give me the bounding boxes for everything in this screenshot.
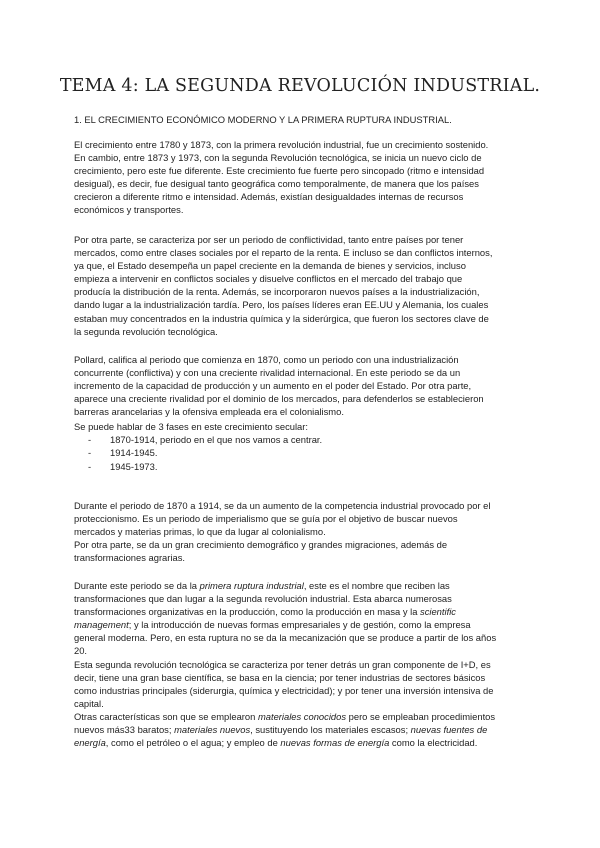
paragraph-rupture (74, 579, 536, 749)
text-line (74, 710, 536, 723)
text-line: general moderna. Pero, en esta ruptura no se da la mecanización que se produce a partir de los años (74, 632, 497, 644)
text-line: económicos y transportes. (74, 204, 184, 216)
text-line: Se puede hablar de 3 fases en este crecimiento secular: (74, 421, 308, 432)
text-line: empieza a intervenir en conflictos sociales y disuelve conflictos en el mercado del trabajo que (74, 273, 463, 285)
phases-intro (74, 420, 536, 433)
text-line: producía la distribución de la renta. Además, se incorporaron nuevos países a la industrialización, (74, 286, 480, 298)
text-line: dando lugar a la industrialización tardía. Pero, los países líderes eran EE.UU y Alemania, los cuales (74, 299, 489, 311)
list-item (74, 460, 536, 473)
text-line (74, 736, 536, 749)
emphasis-text: nuevas fuentes de (410, 724, 488, 736)
document-title: TEMA 4: LA SEGUNDA REVOLUCIÓN INDUSTRIAL. (59, 76, 541, 96)
paragraph-growth (74, 138, 536, 217)
paragraph-1870-1914 (74, 499, 536, 564)
bullet-dash: - (88, 434, 92, 445)
text-run: , como el petróleo o el agua; y empleo de (105, 737, 281, 749)
text-line: concurrente (conflictiva) y con una creciente rivalidad internacional. En este periodo se da un (74, 367, 461, 379)
list-item-text: 1870-1914, periodo en el que nos vamos a centrar. (110, 434, 323, 445)
bullet-dash: - (88, 447, 92, 459)
emphasis-text: nuevas formas de energía (280, 737, 390, 749)
paragraph-pollard (74, 353, 536, 418)
text-line: barreras arancelarias y la ofensiva empleada era el colonialismo. (74, 406, 344, 418)
text-line: transformaciones agrarias. (74, 552, 185, 564)
text-run: Otras características son que se emplearon (74, 710, 258, 722)
text-line: El crecimiento entre 1780 y 1873, con la primera revolución industrial, fue un crecimiento sostenido. (74, 139, 489, 150)
text-line (74, 579, 536, 592)
text-line: En cambio, entre 1873 y 1973, con la segunda Revolución tecnológica, se inicia un nuevo ciclo de (74, 152, 482, 164)
text-line: Pollard, califica al periodo que comienza en 1870, como un periodo con una industrialización (74, 354, 459, 365)
list-item-text: 1914-1945. (110, 447, 158, 459)
text-line: decir, tiene una gran base científica, se basa en la ciencia; por tener industrias de sectores básicos (74, 671, 486, 683)
text-line: aparece una creciente rivalidad por el dominio de los mercados, para defenderlos se establecieron (74, 393, 484, 405)
list-item (74, 433, 536, 446)
text-line: desigual), es decir, fue desigual tanto geográfica como temporalmente, de manera que los países (74, 178, 479, 190)
emphasis-text: materiales nuevos (174, 724, 251, 736)
text-line: proteccionismo. Es un periodo de imperialismo que se guía por el objetivo de buscar nuevos (74, 513, 458, 525)
text-run: como la electricidad. (389, 737, 478, 749)
text-run: ; y la introducción de nuevas formas empresariales y de gestión, como la empresa (128, 619, 471, 631)
paragraph-conflict (74, 233, 536, 338)
text-line: estaban muy concentrados en la industria química y la siderúrgica, que fueron los sectores clave de (74, 312, 489, 324)
text-run: transformaciones organizativas en la producción, como la producción en masa y la (74, 606, 421, 618)
section-heading: 1. EL CRECIMIENTO ECONÓMICO MODERNO Y LA PRIMERA RUPTURA INDUSTRIAL. (74, 114, 452, 125)
list-item-text: 1945-1973. (110, 460, 158, 472)
text-line: mercados y materias primas, lo que da lugar al colonialismo. (74, 526, 326, 538)
text-line: Durante el periodo de 1870 a 1914, se da un aumento de la competencia industrial provocado por el (74, 500, 491, 511)
emphasis-text: management (74, 619, 129, 631)
text-line: crecimiento, pero este fue diferente. Este crecimiento fue fuerte pero sincopado (ritmo e intensidad (74, 165, 485, 177)
emphasis-text: scientific (420, 606, 456, 618)
emphasis-text: materiales conocidos (257, 710, 347, 722)
text-line: Por otra parte, se caracteriza por ser un periodo de conflictividad, tanto entre países por tener (74, 234, 464, 245)
phases-list (74, 433, 536, 473)
text-run: , sustituyendo los materiales escasos; (250, 724, 411, 736)
text-line: transformaciones que dan lugar a la segunda revolución industrial. Esta abarca numerosas (74, 593, 452, 605)
text-run: Durante este periodo se da la (74, 580, 200, 591)
text-line: Por otra parte, se da un gran crecimiento demográfico y grandes migraciones, además de (74, 539, 448, 551)
text-run: nuevos más33 baratos; (74, 724, 175, 736)
text-line: crecieron a diferente ritmo e intensidad. Además, existían desigualdades internas de recursos (74, 191, 464, 203)
text-line (74, 605, 536, 618)
emphasis-text: energía (74, 737, 106, 749)
list-item (74, 446, 536, 459)
text-line: la segunda revolución tecnológica. (74, 325, 218, 337)
text-line: Esta segunda revolución tecnológica se caracteriza por tener detrás un gran componente de I+D, es (74, 658, 491, 670)
emphasis-text: primera ruptura industrial (199, 580, 304, 591)
bullet-dash: - (88, 460, 92, 472)
text-line: 20. (74, 645, 88, 657)
text-line: mercados, como entre clases sociales por el reparto de la renta. E incluso se dan conflictos internos, (74, 247, 493, 259)
text-line: como industrias principales (siderurgia, química y electricidad); y por tener una inversión intensiva de (74, 684, 494, 696)
text-run: pero se empleaban procedimientos (346, 710, 496, 722)
text-line: incremento de la capacidad de producción y un aumento en el poder del Estado. Por otra parte, (74, 380, 472, 392)
text-line (74, 723, 536, 736)
text-line (74, 618, 536, 631)
text-line: capital. (74, 697, 104, 709)
text-line: ya que, el Estado desempeña un papel creciente en la demanda de bienes y servicios, incluso (74, 260, 466, 272)
text-run: , este es el nombre que reciben las (303, 580, 450, 591)
